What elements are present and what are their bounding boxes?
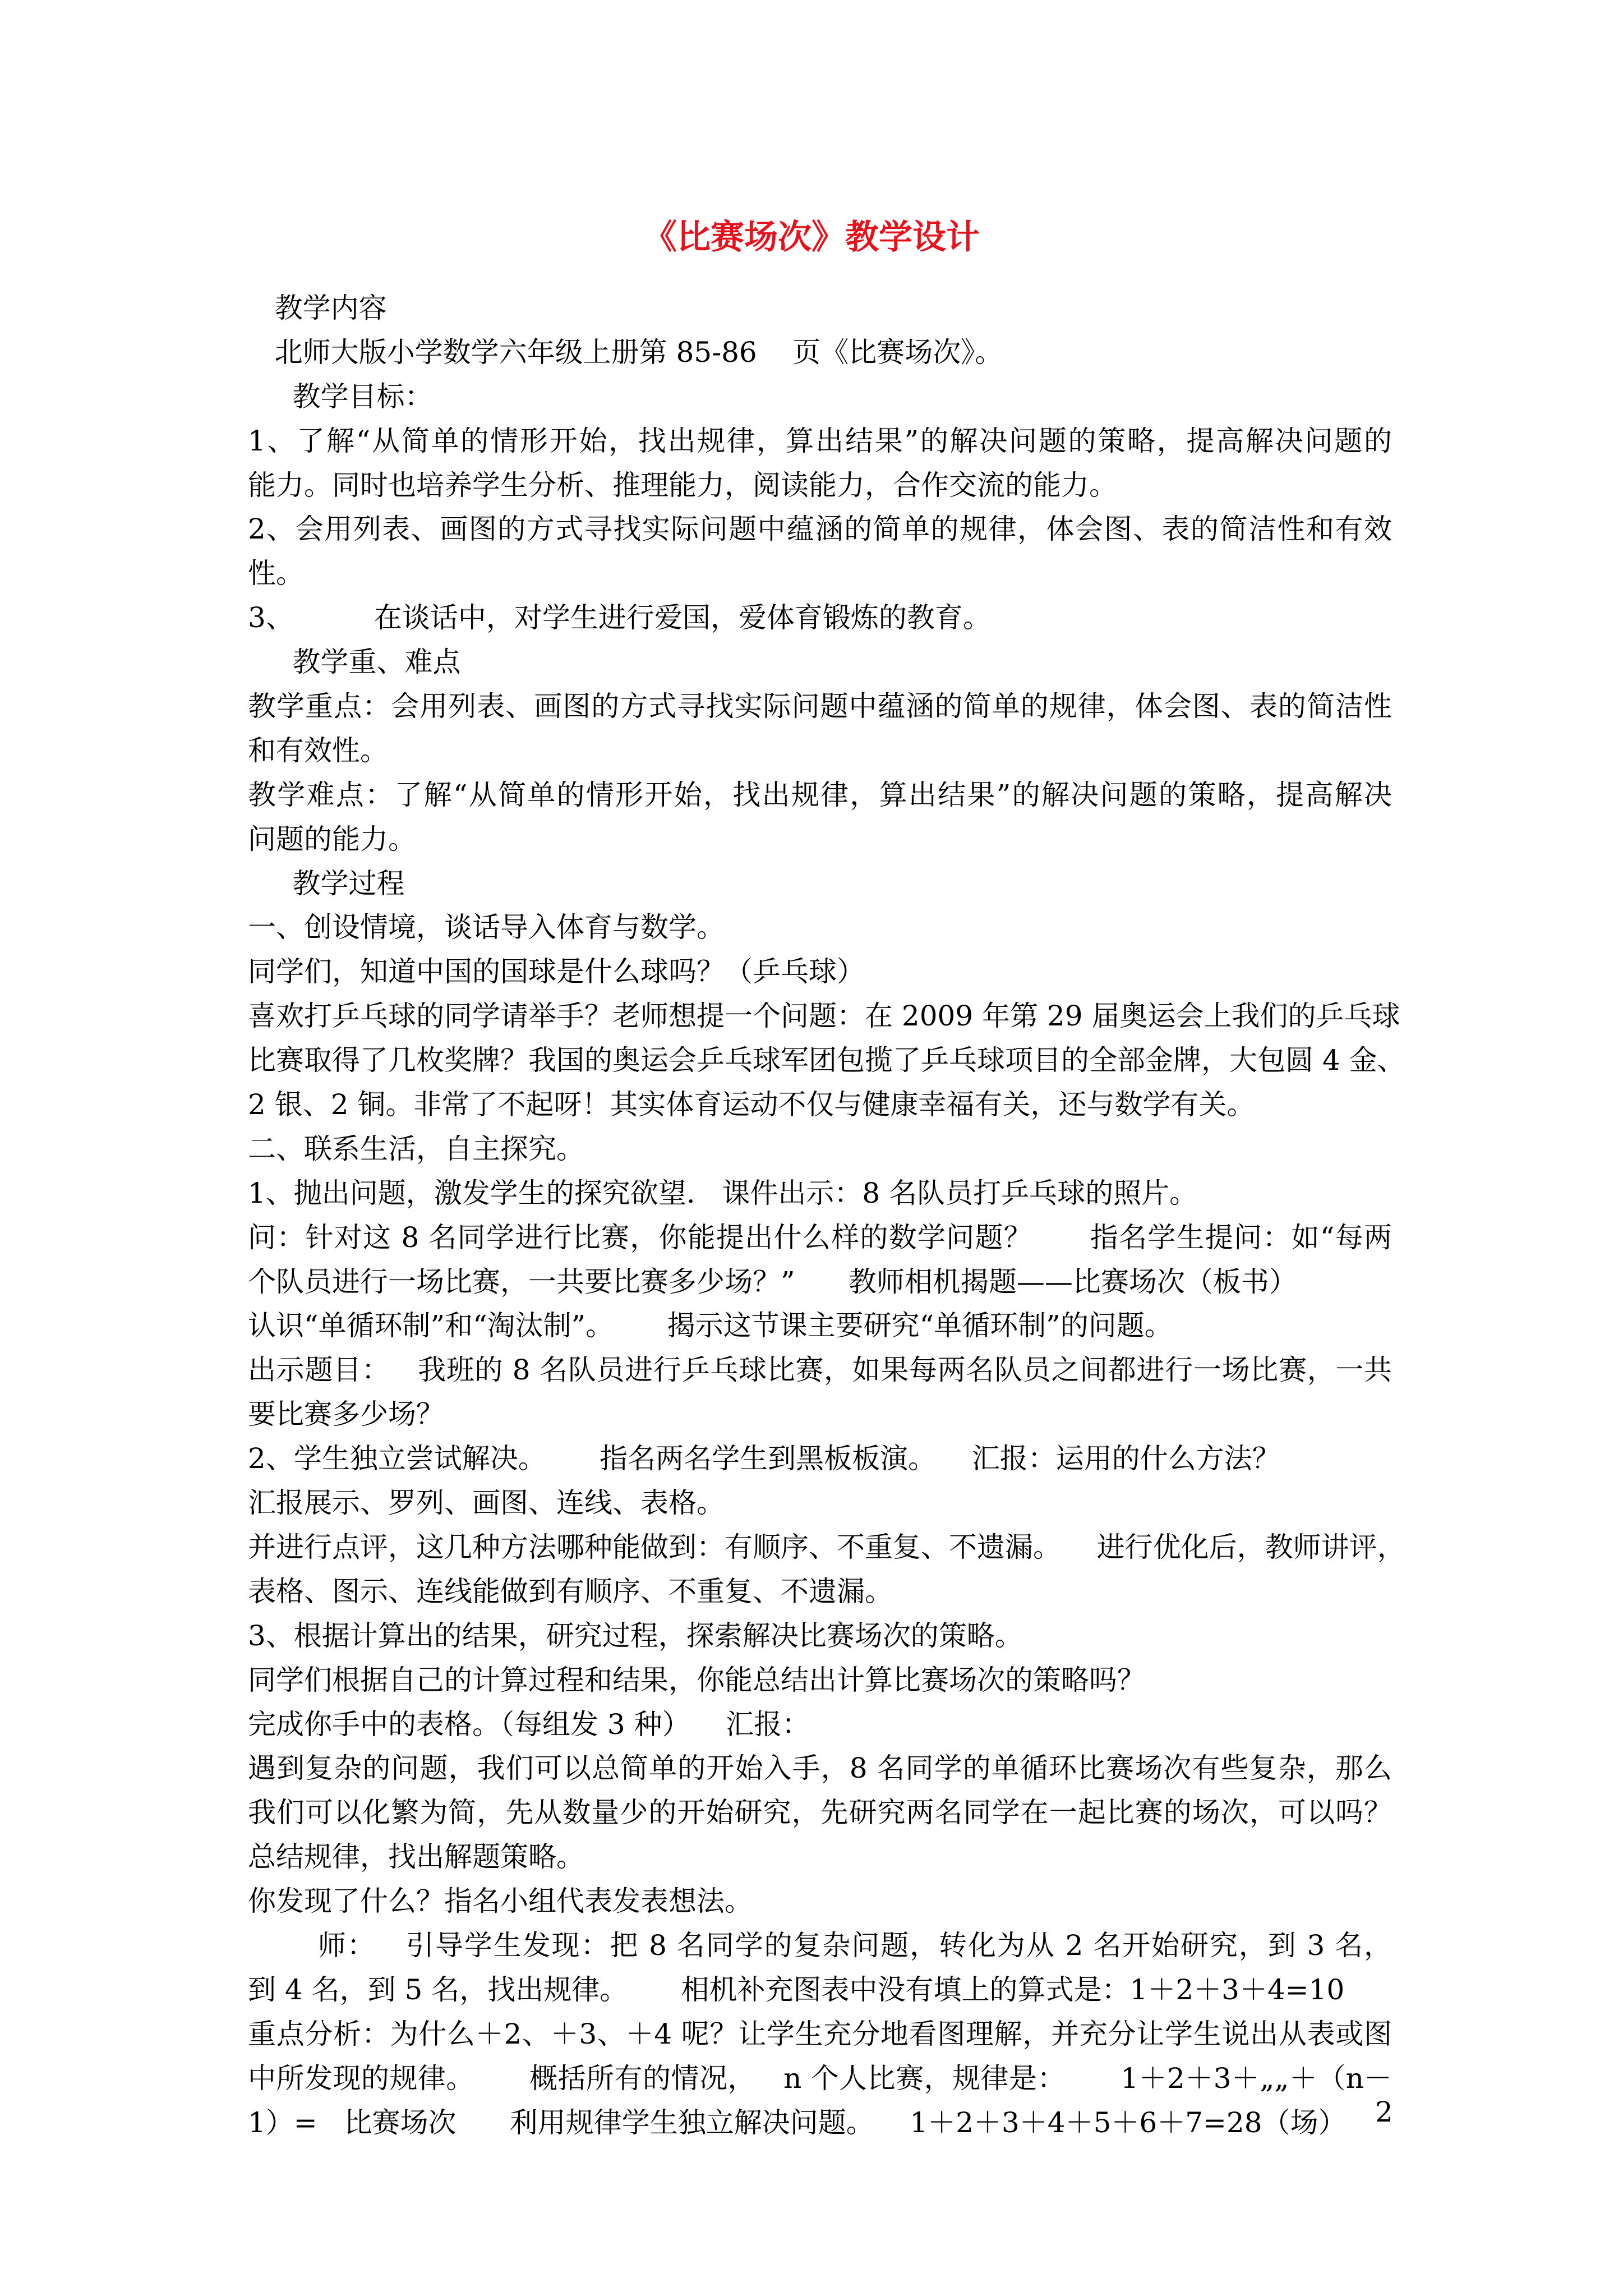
text-line: 中所发现的规律。 概括所有的情况， n 个人比赛，规律是： 1＋2＋3＋„„＋（n－ [248,2062,1392,2095]
page-title: 《比赛场次》教学设计 [643,218,980,257]
text-line: 北师大版小学数学六年级上册第 85-86 页《比赛场次》。 [248,335,1003,369]
text-line: 教学内容 [248,292,387,324]
text-line: 2、学生独立尝试解决。 指名两名学生到黑板板演。 汇报：运用的什么方法？ [248,1442,1280,1475]
text-line: 问题的能力。 [248,822,416,855]
text-line: 同学们，知道中国的国球是什么球吗？（乒乓球） [248,955,865,988]
text-line: 重点分析：为什么＋2、＋3、＋4 呢？让学生充分地看图理解，并充分让学生说出从表或图 [248,2017,1392,2050]
text-line: 总结规律，找出解题策略。 [248,1841,584,1874]
text-line: 出示题目： 我班的 8 名队员进行乒乓球比赛，如果每两名队员之间都进行一场比赛，一共 [248,1354,1392,1387]
document-body [248,286,1405,2145]
text-line: 要比赛多少场？ [248,1398,444,1431]
text-line: 3、 在谈话中，对学生进行爱国，爱体育锻炼的教育。 [248,601,991,634]
text-line: 比赛取得了几枚奖牌？我国的奥运会乒乓球军团包揽了乒乓球项目的全部金牌，大包圆 4 金、 [248,1044,1405,1077]
text-line: 教学重、难点 [248,646,461,679]
text-line: 和有效性。 [248,734,388,767]
text-line: 教学难点：了解“从简单的情形开始，找出规律，算出结果”的解决问题的策略，提高解决 [248,778,1392,811]
text-line: 喜欢打乒乓球的同学请举手？老师想提一个问题：在 2009 年第 29 届奥运会上我们的乒乓球 [248,1000,1400,1033]
text-line: 性。 [248,557,304,590]
text-line: 我们可以化繁为简，先从数量少的开始研究，先研究两名同学在一起比赛的场次，可以吗？ [248,1796,1392,1829]
page-number: 2 [1375,2096,1393,2128]
text-line: 你发现了什么？指名小组代表发表想法。 [248,1885,753,1918]
text-line: 1、抛出问题，激发学生的探究欲望. 课件出示：8 名队员打乒乓球的照片。 [248,1176,1198,1209]
text-line: 3、根据计算出的结果，研究过程，探索解决比赛场次的策略。 [248,1619,1023,1652]
text-line: 1）= 比赛场次 利用规律学生独立解决问题。 1＋2＋3＋4＋5＋6＋7=28（场） [248,2106,1347,2139]
text-line: 教学过程 [248,867,405,900]
text-line: 师： 引导学生发现：把 8 名同学的复杂问题，转化为从 2 名开始研究，到 3 名， [248,1929,1392,1962]
text-line: 到 4 名，到 5 名，找出规律。 相机补充图表中没有填上的算式是：1＋2＋3＋4=10 [248,1973,1345,2006]
text-line: 教学目标： [248,380,433,413]
text-line: 认识“单循环制”和“淘汰制”。 揭示这节课主要研究“单循环制”的问题。 [248,1309,1173,1342]
text-line: 2 银、2 铜。非常了不起呀！其实体育运动不仅与健康幸福有关，还与数学有关。 [248,1088,1255,1121]
text-line: 完成你手中的表格。（每组发 3 种） 汇报： [248,1708,810,1741]
text-line: 教学重点：会用列表、画图的方式寻找实际问题中蕴涵的简单的规律，体会图、表的简洁性 [248,690,1392,723]
text-line: 同学们根据自己的计算过程和结果，你能总结出计算比赛场次的策略吗？ [248,1663,1145,1696]
text-line: 遇到复杂的问题，我们可以总简单的开始入手，8 名同学的单循环比赛场次有些复杂，那么 [248,1752,1392,1785]
text-line: 一、创设情境，谈话导入体育与数学。 [248,911,725,944]
text-line: 2、会用列表、画图的方式寻找实际问题中蕴涵的简单的规律，体会图、表的简洁性和有效 [248,513,1392,546]
text-line: 个队员进行一场比赛，一共要比赛多少场？” 教师相机揭题——比赛场次（板书） [248,1265,1297,1298]
text-line: 二、联系生活，自主探究。 [248,1132,584,1165]
text-line: 问：针对这 8 名同学进行比赛，你能提出什么样的数学问题？ 指名学生提问：如“每两 [248,1221,1392,1254]
text-line: 表格、图示、连线能做到有顺序、不重复、不遗漏。 [248,1575,893,1608]
text-line: 汇报展示、罗列、画图、连线、表格。 [248,1487,725,1520]
text-line: 并进行点评，这几种方法哪种能做到：有顺序、不重复、不遗漏。 进行优化后，教师讲评， [248,1530,1405,1563]
text-line: 1、了解“从简单的情形开始，找出规律，算出结果”的解决问题的策略，提高解决问题的 [248,424,1392,457]
text-line: 能力。同时也培养学生分析、推理能力，阅读能力，合作交流的能力。 [248,468,1117,501]
